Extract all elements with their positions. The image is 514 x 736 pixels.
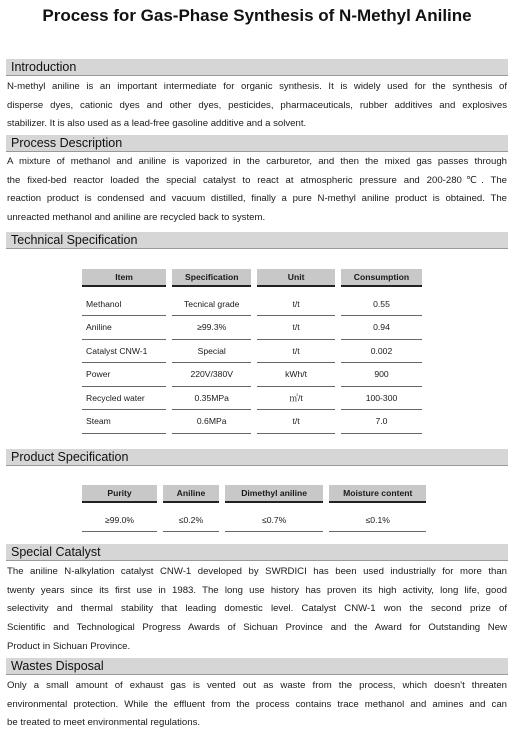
table-cell: t/t (257, 340, 335, 364)
text-line: be treated to meet environmental regulations. (7, 717, 201, 729)
technical-spec-table (76, 269, 428, 434)
column-header-purity: Purity (82, 485, 157, 503)
table-cell: 100-300 (341, 387, 422, 411)
table-row (82, 363, 422, 387)
process-text (7, 153, 507, 228)
text-line: Product in Sichuan Province. (7, 640, 131, 652)
table-header-row (82, 269, 422, 287)
table-row (82, 340, 422, 364)
text-line: environmental protection. While the effluent from the process contains trace methanol and amines and can (7, 698, 507, 710)
catalyst-text (7, 563, 507, 657)
section-heading-product: Product Specification (6, 449, 508, 466)
table-cell: kWh/t (257, 363, 335, 387)
text-line: twenty years since its first use in 1983. The long use history has proven its high activity, long life, good (7, 584, 507, 596)
text-line: reaction product is condensed and vacuum distilled, finally a pure N-methyl aniline product is obtained. The (7, 193, 507, 205)
table-cell: ≤0.1% (329, 503, 426, 532)
text-line: unreacted methanol and aniline are recycled back to system. (7, 212, 266, 224)
table-cell: Aniline (82, 316, 166, 340)
table-row (82, 287, 422, 316)
column-header-aniline: Aniline (163, 485, 219, 503)
table-row (82, 503, 426, 532)
section-heading-catalyst: Special Catalyst (6, 544, 508, 561)
table-cell: Special (172, 340, 251, 364)
table-cell: t/t (257, 287, 335, 316)
table-cell: 220V/380V (172, 363, 251, 387)
wastes-text (7, 677, 507, 733)
column-header-consumption: Consumption (341, 269, 422, 287)
table-cell: ㎥/t (257, 387, 335, 411)
column-header-item: Item (82, 269, 166, 287)
page-title: Process for Gas-Phase Synthesis of N-Methyl Aniline (42, 6, 472, 25)
table-row (82, 410, 422, 434)
table-header-row (82, 485, 426, 503)
section-heading-process: Process Description (6, 135, 508, 152)
text-line: selectivity and thermal stability that leading domestic level. Catalyst CNW-1 won the second prize of (7, 603, 507, 615)
section-heading-introduction: Introduction (6, 59, 508, 76)
table-cell: Methanol (82, 287, 166, 316)
table-cell: ≤0.7% (225, 503, 324, 532)
text-line: Scientific and Technological Progress Awards of Sichuan Province and the Award for Outstanding New (7, 622, 507, 634)
table-cell: Recycled water (82, 387, 166, 411)
table-cell: 0.55 (341, 287, 422, 316)
table-row (82, 387, 422, 411)
table-cell: ≤0.2% (163, 503, 219, 532)
text-line: The aniline N-alkylation catalyst CNW-1 developed by SWRDICI has been used industrially for more than (7, 566, 507, 577)
table-cell: Tecnical grade (172, 287, 251, 316)
column-header-dimethyl-aniline: Dimethyl aniline (225, 485, 324, 503)
column-header-specification: Specification (172, 269, 251, 287)
table-cell: 0.94 (341, 316, 422, 340)
table-cell: t/t (257, 410, 335, 434)
text-line: disperse dyes, cationic dyes and other dyes, pesticides, pharmaceuticals, rubber additives and explosives (7, 99, 507, 111)
table-cell: 0.35MPa (172, 387, 251, 411)
text-line: stabilizer. It is also used as a lead-free gasoline additive and a solvent. (7, 118, 307, 130)
column-header-unit: Unit (257, 269, 335, 287)
table-cell: Power (82, 363, 166, 387)
section-heading-wastes: Wastes Disposal (6, 658, 508, 675)
table-cell: ≥99.3% (172, 316, 251, 340)
text-line: N-methyl aniline is an important intermediate for organic synthesis. It is widely used for the synthesis of (7, 81, 507, 92)
table-cell: ≥99.0% (82, 503, 157, 532)
section-heading-technical: Technical Specification (6, 232, 508, 249)
table-row (82, 316, 422, 340)
text-line: A mixture of methanol and aniline is vaporized in the carburetor, and then the mixed gas passes through (7, 156, 507, 167)
table-cell: Catalyst CNW-1 (82, 340, 166, 364)
text-line: the fixed-bed reactor loaded the special catalyst to react at atmospheric pressure and 200-280℃. The (7, 174, 507, 186)
table-cell: 0.002 (341, 340, 422, 364)
table-cell: t/t (257, 316, 335, 340)
text-line: Only a small amount of exhaust gas is vented out as waste from the process, which doesn't threaten (7, 680, 507, 691)
table-cell: Steam (82, 410, 166, 434)
table-cell: 0.6MPa (172, 410, 251, 434)
table-cell: 7.0 (341, 410, 422, 434)
introduction-text (7, 78, 507, 134)
table-cell: 900 (341, 363, 422, 387)
column-header-moisture-content: Moisture content (329, 485, 426, 503)
product-spec-table (76, 485, 432, 532)
